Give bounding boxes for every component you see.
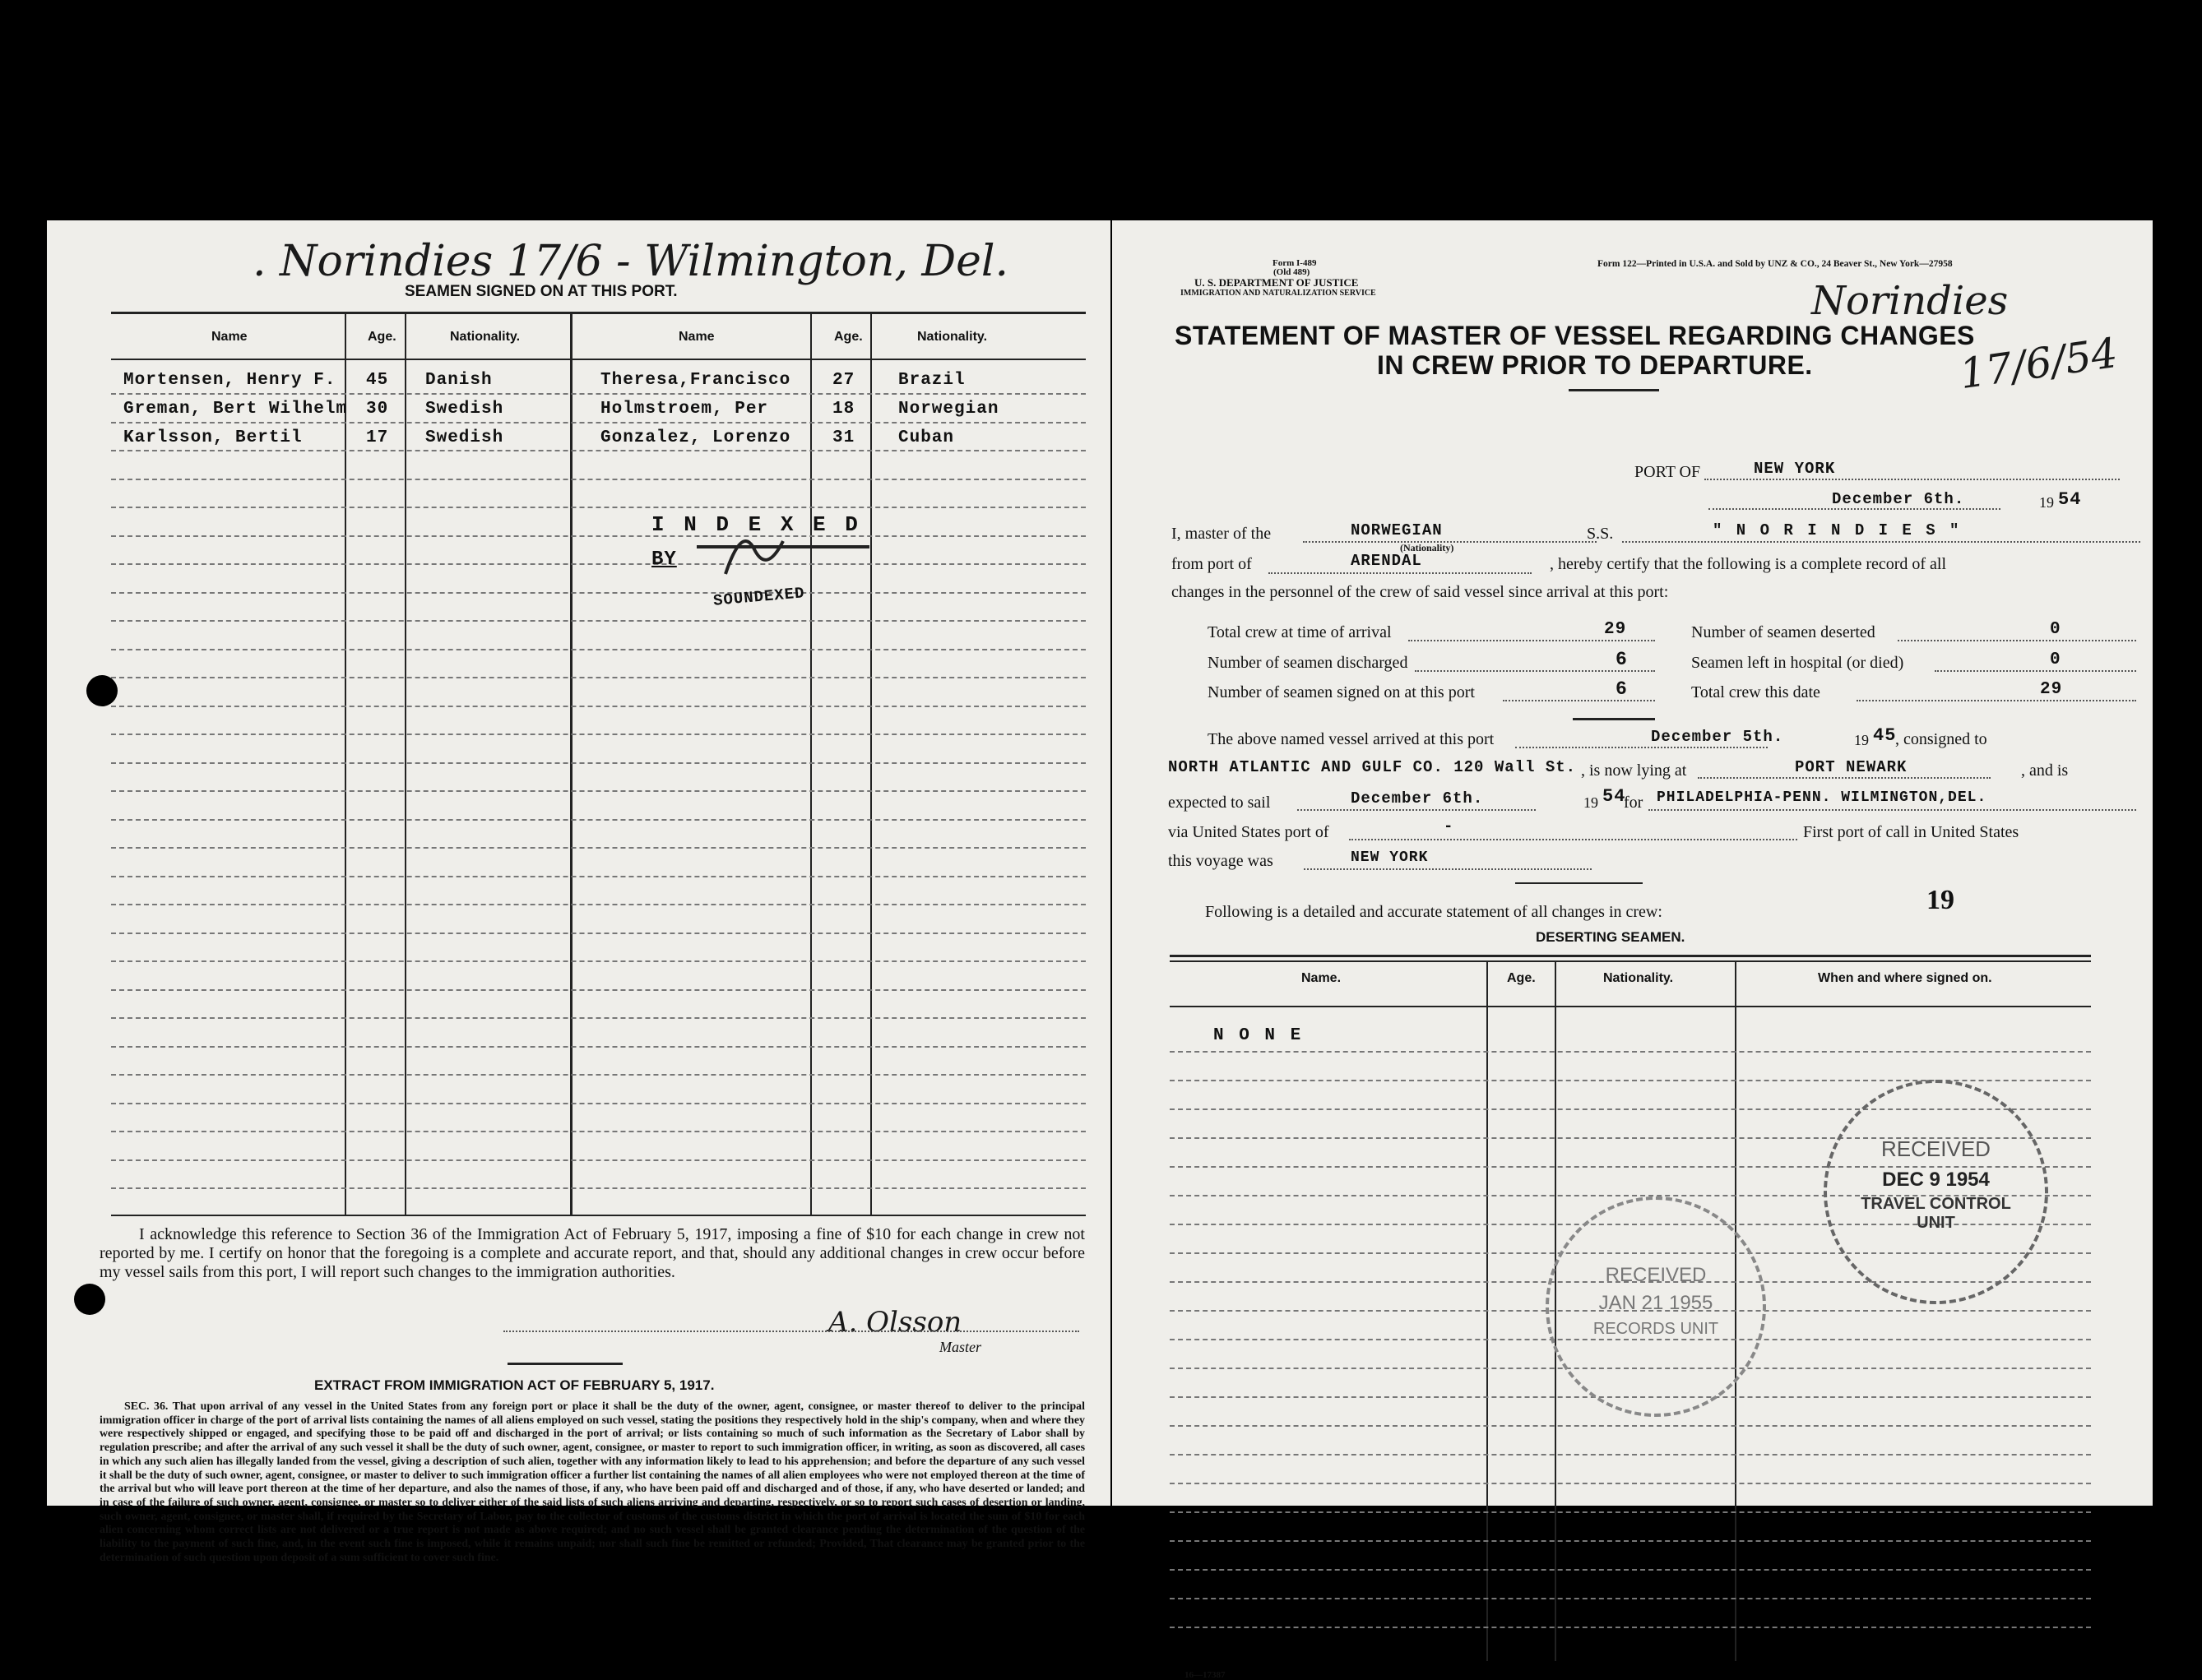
- ruled-line: [111, 535, 1086, 537]
- col-header-nationality: Nationality.: [450, 330, 521, 344]
- handwritten-date: 17/6/54: [1956, 328, 2121, 399]
- stat-value: 6: [1616, 678, 1628, 700]
- sail-year-suffix: 54: [1602, 786, 1626, 807]
- stats-rule: [1573, 718, 1655, 720]
- stat-line: [1415, 670, 1655, 672]
- ss-label: S.S.: [1587, 525, 1614, 543]
- ruled-line: [111, 933, 1086, 934]
- lying-value: PORT NEWARK: [1795, 758, 1908, 776]
- statement-title-line2: IN CREW PRIOR TO DEPARTURE.: [1377, 350, 1813, 380]
- signature-line: [503, 1331, 1079, 1332]
- travel-control-stamp: [1824, 1080, 2048, 1304]
- seaman-name: Theresa,Francisco: [600, 371, 791, 390]
- table-top-rule: [111, 312, 1086, 314]
- col-header-nationality-2: Nationality.: [917, 330, 988, 344]
- department: U. S. DEPARTMENT OF JUSTICE: [1194, 276, 1359, 289]
- table-top-rule: [1170, 960, 2091, 962]
- records-unit-stamp: [1546, 1196, 1766, 1417]
- indexed-stamp-by: BY: [651, 548, 677, 571]
- date-line: [1708, 508, 2000, 510]
- ruled-line: [111, 847, 1086, 849]
- seaman-age: 27: [832, 371, 855, 390]
- voyage-rule: [1515, 882, 1643, 884]
- col-header-name: Name: [211, 330, 248, 344]
- for-text: for: [1624, 794, 1643, 812]
- ruled-line: [1170, 1425, 2091, 1427]
- seaman-age: 30: [366, 400, 389, 419]
- soundexed-stamp: SOUNDEXED: [712, 584, 806, 610]
- form-id: Form I-489: [1273, 258, 1317, 268]
- ruled-line: [111, 649, 1086, 650]
- col-header-age-2: Age.: [834, 330, 863, 344]
- ruled-line: [1170, 1627, 2091, 1628]
- ruled-line: [111, 819, 1086, 821]
- changes-text: changes in the personnel of the crew of said vessel since arrival at this port:: [1171, 583, 1669, 601]
- lying-text: , is now lying at: [1581, 761, 1687, 780]
- stamp-received: RECEIVED: [1881, 1136, 1991, 1161]
- printer-line: Form 122—Printed in U.S.A. and Sold by UNZ & CO., 24 Beaver St., New York—27958: [1597, 259, 1953, 269]
- date-value: December 6th.: [1832, 490, 1965, 508]
- ruled-line: [111, 1017, 1086, 1019]
- from-port-label: from port of: [1171, 555, 1252, 573]
- ruled-line: [111, 1103, 1086, 1104]
- stamp-unit: TRAVEL CONTROL: [1861, 1195, 2011, 1213]
- footer-code: 16—17387: [1184, 1670, 1226, 1680]
- statement-title-line1: STATEMENT OF MASTER OF VESSEL REGARDING CHANGES: [1175, 321, 1975, 350]
- seaman-name: Gonzalez, Lorenzo: [600, 428, 791, 447]
- ruled-line: [1170, 1540, 2091, 1542]
- seaman-name: Holmstroem, Per: [600, 400, 769, 419]
- extract-title: EXTRACT FROM IMMIGRATION ACT OF FEBRUARY 5, 1917.: [314, 1377, 715, 1393]
- deserting-title: DESERTING SEAMEN.: [1536, 929, 1685, 945]
- sail-line: [1297, 809, 1536, 811]
- ruled-line: [111, 876, 1086, 877]
- ruled-line: [111, 479, 1086, 480]
- page-number: 19: [1926, 885, 1954, 915]
- header-rule: [1170, 1006, 2091, 1007]
- handwritten-ship-header: . Norindies 17/6 - Wilmington, Del.: [253, 237, 1009, 286]
- stamp-date: JAN 21 1955: [1598, 1292, 1713, 1314]
- arrived-line: [1515, 747, 1768, 748]
- sail-year-prefix: 19: [1583, 794, 1598, 811]
- ship-line: [1622, 541, 2140, 543]
- left-page: [47, 220, 1110, 1564]
- ruled-line: [1170, 1511, 2091, 1513]
- voyage-value: NEW YORK: [1351, 849, 1429, 866]
- stat-value: 0: [2050, 620, 2061, 639]
- port-label: PORT OF: [1634, 463, 1701, 481]
- header-rule: [111, 359, 1086, 360]
- ruled-line: [111, 1187, 1086, 1189]
- seaman-nationality: Swedish: [425, 400, 504, 419]
- stat-line: [1898, 640, 2136, 641]
- seaman-age: 18: [832, 400, 855, 419]
- lying-line: [1698, 777, 1991, 779]
- arrived-year-prefix: 19: [1854, 732, 1869, 748]
- ruled-line: [1170, 1598, 2091, 1599]
- seaman-nationality: Norwegian: [898, 400, 999, 419]
- col-header-age: Age.: [1507, 971, 1536, 985]
- table-top-rule: [1170, 955, 2091, 957]
- indexed-stamp-text: I N D E X E D: [651, 512, 861, 537]
- ruled-line: [111, 677, 1086, 678]
- ruled-line: [111, 706, 1086, 707]
- voyage-line: [1304, 868, 1592, 870]
- col-header-nationality: Nationality.: [1603, 971, 1674, 985]
- punch-hole: [86, 675, 118, 706]
- ruled-line: [111, 393, 1086, 395]
- ruled-line: [111, 422, 1086, 423]
- col-header-name-2: Name: [679, 330, 715, 344]
- expected-text: expected to sail: [1168, 794, 1271, 812]
- ruled-line: [1170, 1569, 2091, 1571]
- stamp-unit-2: UNIT: [1917, 1214, 1955, 1232]
- first-port-text: First port of call in United States: [1803, 823, 2019, 841]
- stat-label: Total crew this date: [1691, 683, 1820, 701]
- nationality-caption: (Nationality): [1400, 542, 1454, 553]
- stat-value: 6: [1616, 649, 1628, 670]
- punch-hole: [74, 1284, 105, 1315]
- ruled-line: [111, 1074, 1086, 1076]
- acknowledgement-text: I acknowledge this reference to Section 36 of the Immigration Act of February 5, 1917, imposing a fine of $10 for each change in crew not reported by me. I certify on honor that the foregoing is a complete and accurate report, and that, should any additional changes in crew occur before my vessel sails from this port, I will report such changes to the immigration authorities.: [100, 1225, 1085, 1281]
- consigned-text: , consigned to: [1895, 730, 1987, 748]
- via-text: via United States port of: [1168, 823, 1329, 841]
- ruled-line: [111, 563, 1086, 565]
- seaman-age: 31: [832, 428, 855, 447]
- initials-scribble: [717, 525, 791, 582]
- ruled-line: [111, 790, 1086, 792]
- ruled-line: [111, 1131, 1086, 1132]
- extract-text: SEC. 36. That upon arrival of any vessel in the United States from any foreign port or place it shall be the duty of the owner, agent, consignee, or master thereof to deliver to the principal immigration officer in charge of the port of arrival lists containing the names of all aliens employed on such vessel, stating the positions they respectively hold in the ship's company, when and where they were respectively shipped or engaged, and specifying those to be paid off and discharged in the port of arrival; or lists containing so much of such information as the Secretary of Labor shall by regulation prescribe; and after the arrival of any such vessel it shall be the duty of such owner, agent, consignee, or master to report to such immigration officer, in writing, as soon as discovered, all cases in which any such alien has illegally landed from the vessel, giving a description of such alien, together with any information likely to lead to his apprehension; and before the departure of any such vessel it shall be the duty of such owner, agent, consignee, or master to deliver to such immigration officer a further list containing the names of all alien employees who were not employed thereon at the time of the arrival but who will leave port thereon at the time of her departure, and also the names of those, if any, who have been paid off and discharged and of those, if any, who have deserted or landed; and in case of the failure of such owner, agent, consignee, or master so to deliver either of the said lists of such aliens arriving and departing, respectively, or so to report such cases of desertion or landing, such owner, agent, consignee, or master shall, if required by the Secretary of Labor, pay to the collector of customs of the customs district in which the port of arrival is located the sum of $10 for each alien concerning whom correct lists are not delivered or a true report is not made as above required; and no such vessel shall be granted clearance pending the determination of the question of the liability to the payment of such fine, and, in the event such fine is imposed, while it remains unpaid; nor shall such fine be remitted or refunded; Provided, That clearance may be granted prior to the determination of such question upon deposit of a sum sufficient to cover such fine.: [100, 1400, 1085, 1564]
- ruled-line: [1170, 1454, 2091, 1456]
- stat-line: [1408, 640, 1655, 641]
- indexed-stamp: [627, 496, 865, 619]
- consignee-value: NORTH ATLANTIC AND GULF CO. 120 Wall St.: [1168, 758, 1577, 776]
- port-value: NEW YORK: [1754, 460, 1836, 478]
- master-of-label: I, master of the: [1171, 525, 1272, 543]
- stat-label: Seamen left in hospital (or died): [1691, 654, 1904, 672]
- col-header-age: Age.: [368, 330, 396, 344]
- table-bottom-rule: [111, 1215, 1086, 1216]
- seaman-name: Mortensen, Henry F.: [123, 371, 336, 390]
- from-port-line: [1268, 572, 1532, 574]
- stat-label: Number of seamen deserted: [1691, 623, 1875, 641]
- arrived-value: December 5th.: [1651, 728, 1784, 746]
- from-port-value: ARENDAL: [1351, 552, 1422, 570]
- destination-value: PHILADELPHIA-PENN. WILMINGTON,DEL.: [1657, 789, 1987, 806]
- form-old: (Old 489): [1273, 267, 1310, 277]
- year-suffix: 54: [2058, 489, 2082, 510]
- ruled-line: [111, 507, 1086, 508]
- seaman-age: 45: [366, 371, 389, 390]
- stat-label: Number of seamen discharged: [1208, 654, 1408, 672]
- seaman-nationality: Brazil: [898, 371, 966, 390]
- stat-value: 29: [2040, 680, 2063, 699]
- seaman-name: Karlsson, Bertil: [123, 428, 303, 447]
- via-line: [1349, 839, 1797, 840]
- and-is-text: , and is: [2021, 761, 2069, 780]
- seaman-nationality: Cuban: [898, 428, 955, 447]
- certify-text: , hereby certify that the following is a complete record of all: [1550, 555, 1947, 573]
- right-page: [1112, 220, 2153, 1680]
- stamp-received: RECEIVED: [1605, 1264, 1707, 1286]
- ruled-line: [1170, 1483, 2091, 1484]
- stamp-unit: RECORDS UNIT: [1592, 1320, 1719, 1338]
- ship-value: " N O R I N D I E S ": [1713, 521, 1962, 539]
- separator-rule: [508, 1363, 623, 1365]
- service: IMMIGRATION AND NATURALIZATION SERVICE: [1180, 289, 1376, 298]
- destination-line: [1648, 809, 2136, 811]
- ruled-line: [111, 904, 1086, 905]
- stat-value: 29: [1604, 620, 1627, 639]
- ruled-line: [111, 734, 1086, 735]
- seaman-name: Greman, Bert Wilhelm: [123, 400, 348, 419]
- ruled-line: [111, 762, 1086, 764]
- year-prefix: 19: [2039, 494, 2054, 511]
- seamen-signed-title: SEAMEN SIGNED ON AT THIS PORT.: [405, 283, 678, 300]
- sail-value: December 6th.: [1351, 789, 1484, 808]
- ruled-line: [111, 989, 1086, 991]
- seaman-age: 17: [366, 428, 389, 447]
- following-text: Following is a detailed and accurate statement of all changes in crew:: [1205, 903, 1662, 921]
- port-line: [1704, 479, 2120, 480]
- ruled-line: [111, 1159, 1086, 1161]
- stamp-date: DEC 9 1954: [1882, 1169, 1990, 1191]
- ruled-line: [111, 960, 1086, 962]
- ruled-line: [111, 450, 1086, 451]
- via-value: -: [1444, 817, 1454, 835]
- voyage-text: this voyage was: [1168, 852, 1273, 870]
- nationality-value: NORWEGIAN: [1351, 521, 1443, 539]
- stat-value: 0: [2050, 650, 2061, 669]
- ruled-line: [111, 1046, 1086, 1048]
- ruled-line: [111, 620, 1086, 622]
- handwritten-ship-name: Norindies: [1811, 278, 2009, 324]
- arrived-text: The above named vessel arrived at this port: [1208, 730, 1495, 748]
- stat-line: [1935, 670, 2136, 672]
- ruled-line: [1170, 1051, 2091, 1053]
- stat-line: [1503, 700, 1655, 701]
- col-header-signed-on: When and where signed on.: [1818, 971, 1992, 985]
- seaman-nationality: Swedish: [425, 428, 504, 447]
- master-label: Master: [939, 1339, 981, 1355]
- master-signature: A. Olsson: [828, 1306, 962, 1339]
- ruled-line: [111, 592, 1086, 594]
- title-rule: [1569, 389, 1659, 391]
- none-value: N O N E: [1213, 1026, 1304, 1045]
- stat-label: Number of seamen signed on at this port: [1208, 683, 1475, 701]
- arrived-year-suffix: 45: [1873, 725, 1897, 746]
- seaman-nationality: Danish: [425, 371, 493, 390]
- stat-label: Total crew at time of arrival: [1208, 623, 1392, 641]
- stat-line: [1857, 700, 2136, 701]
- col-header-name: Name.: [1301, 971, 1342, 985]
